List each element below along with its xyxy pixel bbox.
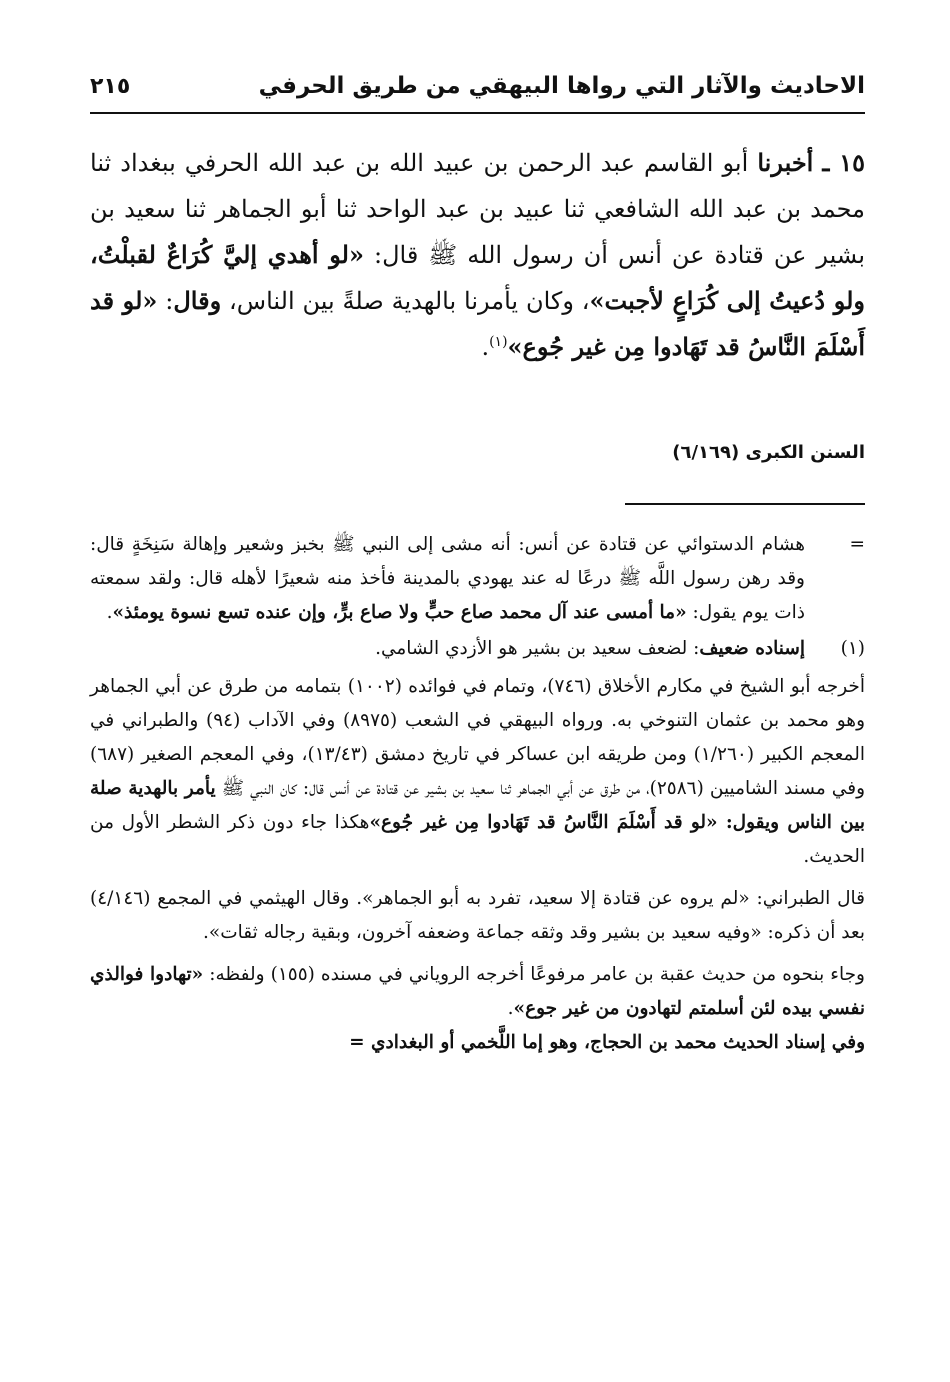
footnotes (90, 528, 865, 1060)
fn-p3-bold: «تهادوا فوالذي نفسي بيده لئن أسلمتم لتهادون من غير جوع» (90, 964, 865, 1019)
hadith-isnad: أبو القاسم عبد الرحمن بن عبيد الله بن عبد الله الحرفي ببغداد ثنا محمد بن عبد الله الشافعي ثنا عبيد بن عبد الواحد ثنا أبو الجماهر ثنا سعيد بن بشير عن قتادة عن أنس أن رسول الله ﷺ قال: (90, 149, 865, 269)
fn-p1-text: أخرجه أبو الشيخ في مكارم الأخلاق (٧٤٦)، وتمام في فوائده (١٠٠٢) بتمامه من طرق عن أبي الجماهر وهو محمد بن عثمان التنوخي به. ورواه البيهقي في الشعب (٨٩٧٥) وفي الآداب (٩٤) والطبراني في المعجم الكبير (١/٢٦٠) ومن طريقه ابن عساكر في تاريخ دمشق (١٣/٤٣)، وفي المعجم الصغير (٦٨٧) وفي مسند الشاميين (٢٥٨٦)، من طرق عن أبي الجماهر ثنا سعيد بن بشير عن قتادة عن أنس قال: كان النبي ﷺ (90, 676, 866, 799)
fn-p3-end: . (507, 998, 514, 1019)
continuation-end: . (106, 602, 113, 623)
fn-p3-text: وجاء بنحوه من حديث عقبة بن عامر مرفوعًا أخرجه الروياني في مسنده (١٥٥) ولفظه: (203, 964, 865, 985)
footnote-paragraph-1 (90, 670, 865, 874)
hadith-matn-1: «لو أهدي إليَّ كُرَاعٌ لقبلْتُ، ولو دُعيتُ إلى كُرَاعٍ لأجبت» (90, 240, 866, 315)
running-header (90, 60, 865, 114)
hadith-end: . (481, 333, 490, 361)
colon: : (157, 287, 174, 315)
footnote-1 (90, 632, 865, 666)
footnote-paragraph-3 (90, 958, 865, 1026)
footnote-label: إسناده ضعيف (699, 638, 805, 659)
hadith-middle: ، وكان يأمرنا بالهدية صلةً بين الناس، (221, 287, 590, 315)
footnote-text: : لضعف سعيد بن بشير هو الأزدي الشامي. (375, 638, 700, 659)
hadith-matn-2: «لو قد أَسْلَمَ النَّاسُ قد تَهَادوا مِن غير جُوع» (90, 286, 865, 361)
fn-p1-bold: يأمر بالهدية صلة بين الناس ويقول: «لو قد أَسْلَمَ النَّاسُ قد تَهَادوا مِن غير جُوع» (90, 778, 865, 833)
continuation-text: هشام الدستوائي عن قتادة عن أنس: أنه مشى إلى النبي ﷺ بخبز وشعير وإهالة سَنِخَةٍ قال: وقد رهن رسول اللَّه ﷺ درعًا له عند يهودي بالمدينة فأخذ منه شعيرًا لأهله قال: ولقد سمعته ذات يوم يقول: (90, 534, 805, 623)
footnote-paragraph-4: وفي إسناد الحديث محمد بن الحجاج، وهو إما اللَّخمي أو البغدادي = (349, 1032, 865, 1053)
page-number: ٢١٥ (90, 73, 131, 99)
hadith-text (90, 140, 865, 370)
footnote-paragraph-2: قال الطبراني: «لم يروه عن قتادة إلا سعيد، تفرد به أبو الجماهر». وقال الهيثمي في المجمع (٤/١٤٦) بعد أن ذكره: «وفيه سعيد بن بشير وقد وثقه جماعة وضعفه آخرون، وبقية رجاله ثقات». (90, 888, 865, 943)
header-title: الاحاديث والآثار التي رواها البيهقي من طريق الحرفي (258, 73, 865, 99)
fn-p1-end: هكذا جاء دون ذكر الشطر الأول من الحديث. (90, 812, 865, 867)
akhbarana-word: أخبرنا (757, 148, 814, 177)
footnote-reference: (١) (489, 334, 508, 350)
continuation-quote: «ما أمسى عند آل محمد صاع حبٍّ ولا صاع برٍّ، وإن عنده تسع نسوة يومئذ» (112, 602, 687, 623)
waqal-word: وقال (173, 286, 222, 315)
hadith-paragraph (90, 140, 865, 370)
source-citation: السنن الكبرى (٦/١٦٩) (672, 442, 865, 463)
footnote-separator (625, 503, 865, 505)
continuation-mark: = (849, 534, 865, 555)
hadith-number: ١٥ ـ (822, 148, 865, 177)
footnote-continuation (90, 528, 865, 630)
footnote-number: (١) (840, 638, 865, 659)
